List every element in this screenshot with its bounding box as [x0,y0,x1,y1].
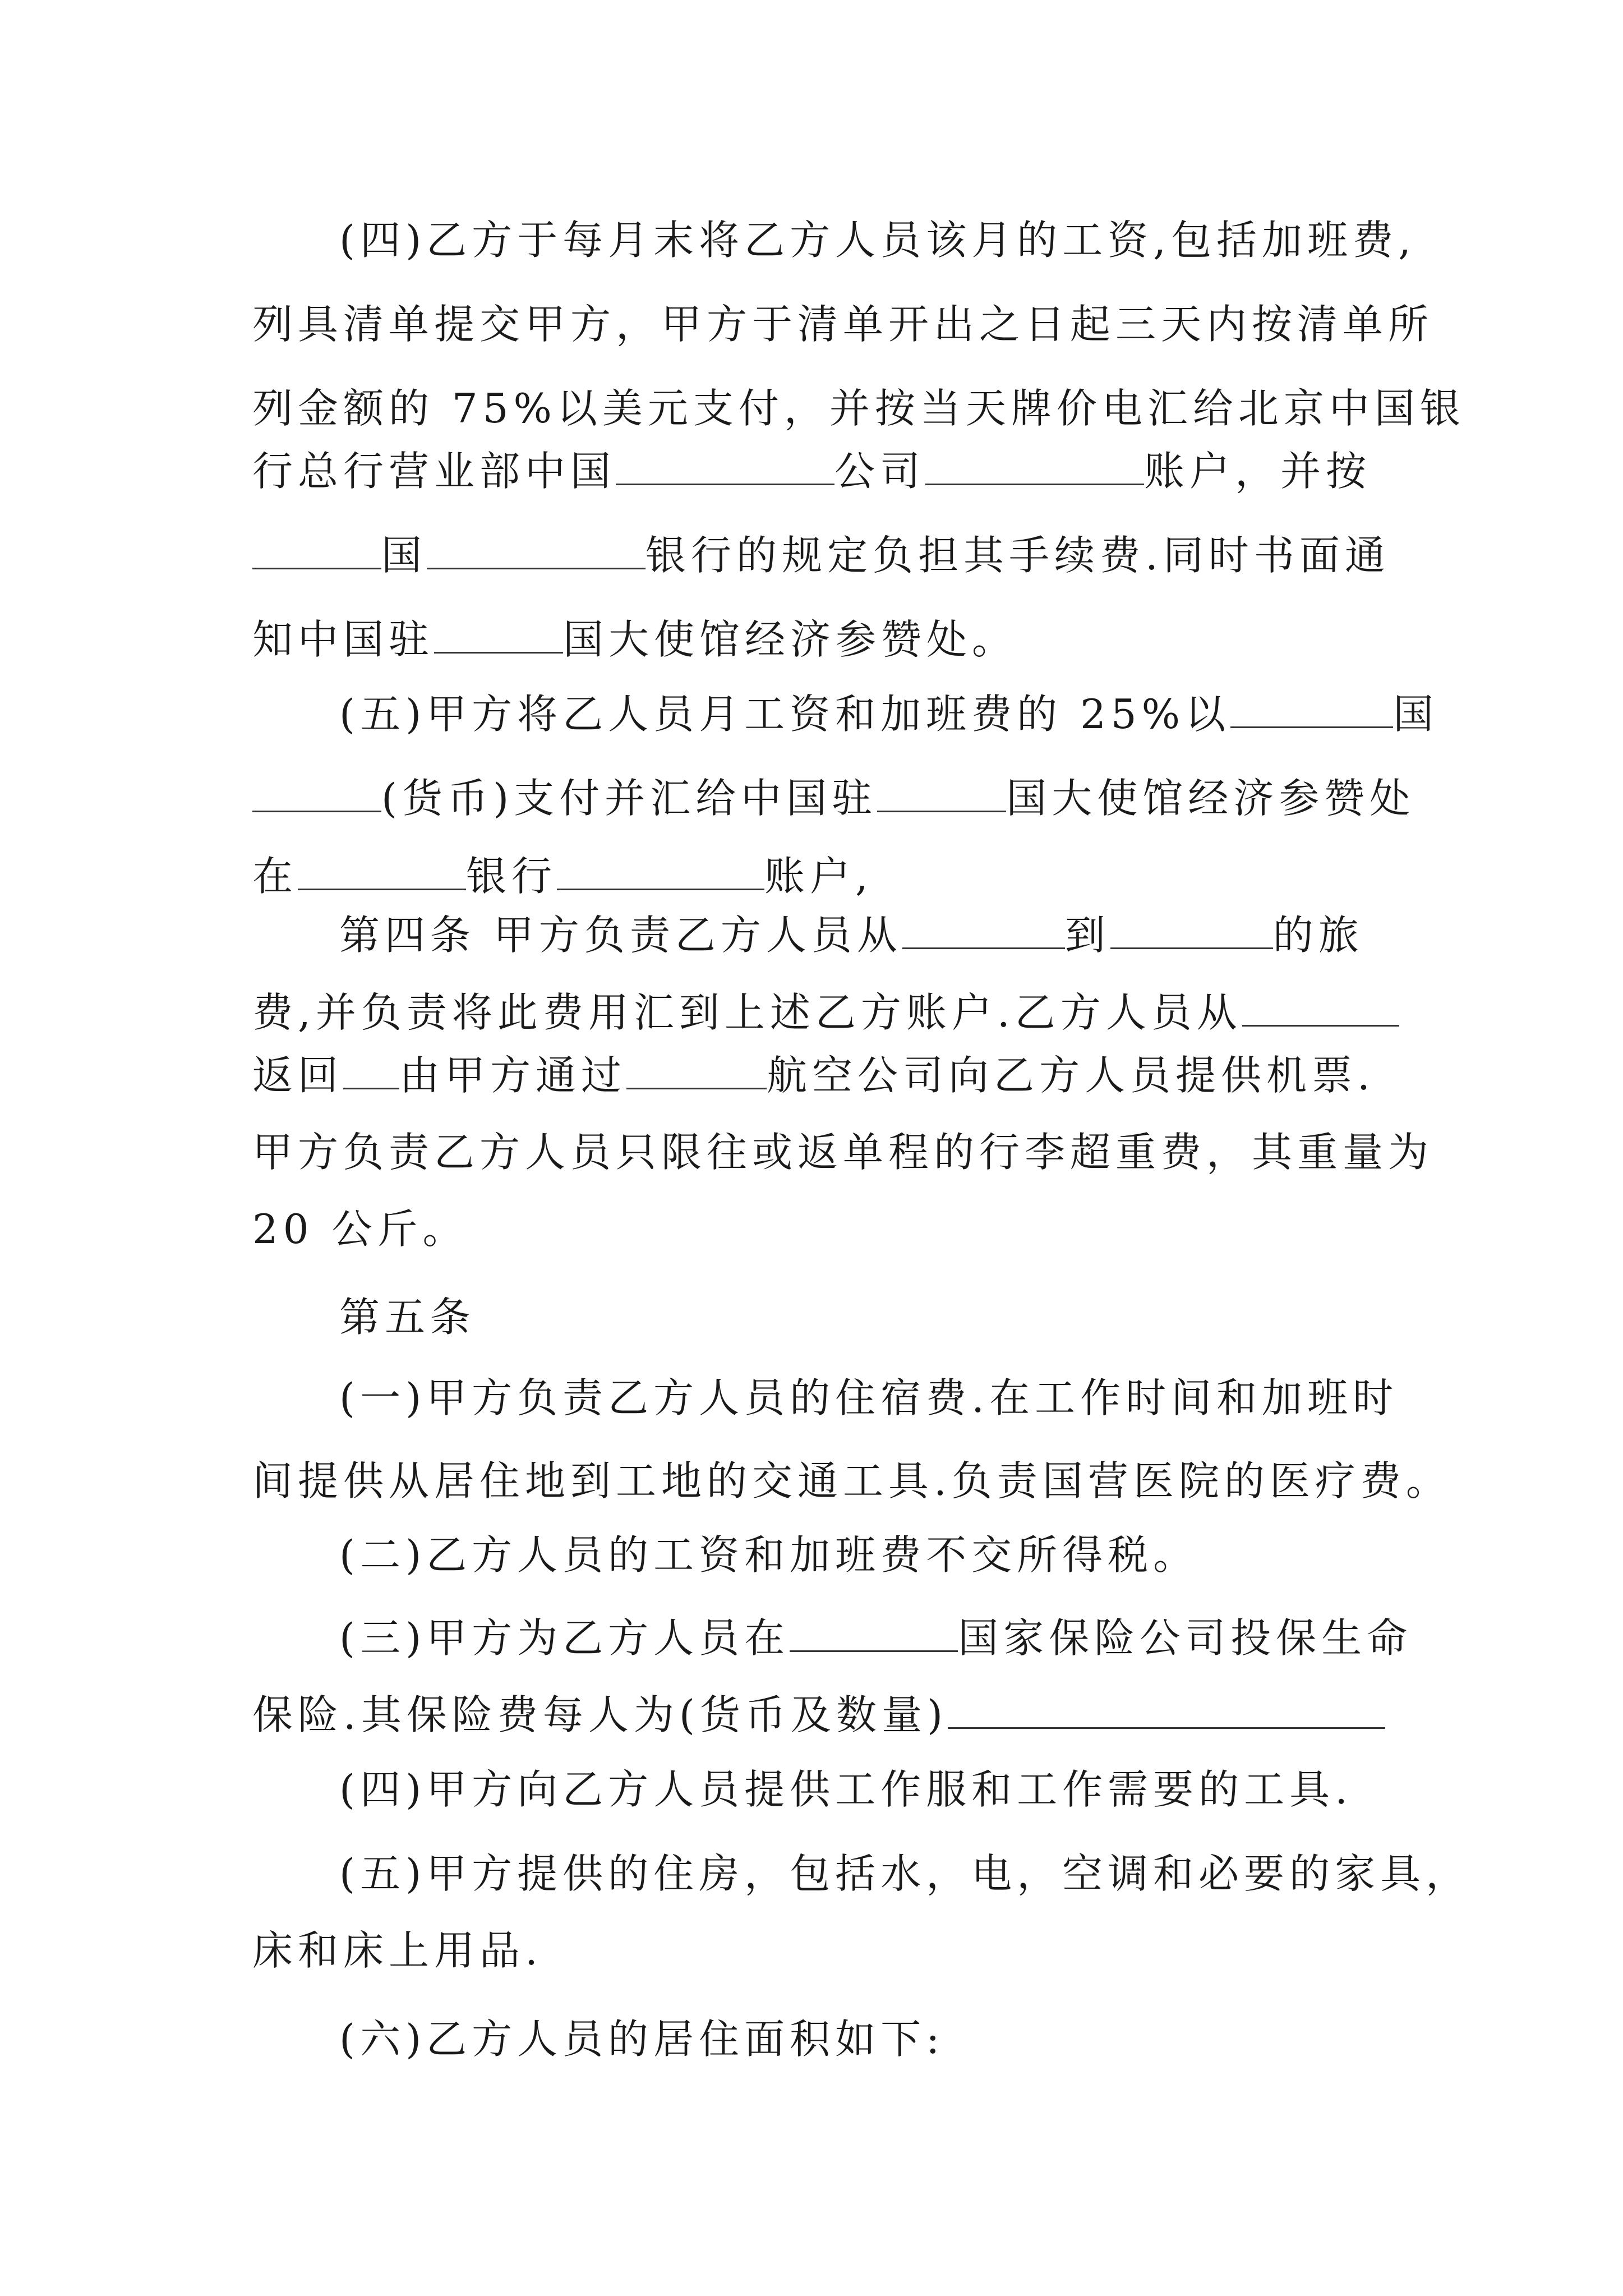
fill-blank [877,771,1006,812]
fill-blank [1230,687,1393,728]
text-line [252,770,1415,826]
section-title: 第五条 [339,1294,476,1341]
text-line [339,686,1438,742]
text-line: 列具清单提交甲方，甲方于清单开出之日起三天内按清单所 [252,301,1434,348]
text-line: (四)甲方向乙方人员提供工作服和工作需要的工具. [339,1766,1353,1813]
text-line: 甲方负责乙方人员只限往或返单程的行李超重费，其重量为 [252,1129,1434,1176]
text-line [252,611,1017,668]
fill-blank [1110,908,1273,949]
text-segment: (三)甲方为乙方人员在 [339,1614,790,1662]
text-segment: 银行的规定负担其手续费.同时书面通 [645,532,1390,579]
text-segment: 到 [1064,912,1110,959]
fill-blank [616,444,834,485]
text-segment: 账户，并按 [1144,448,1372,495]
fill-blank [427,528,645,569]
fill-blank [626,1048,767,1089]
text-segment: (货币)支付并汇给中国驻 [381,775,878,822]
text-line [252,1687,1385,1743]
fill-blank [298,849,466,890]
text-line [252,848,873,904]
text-segment: 国家保险公司投保生命 [958,1614,1413,1662]
text-segment: 国大使馆经济参赞处。 [563,616,1018,663]
fill-blank [252,771,381,812]
text-segment: 航空公司向乙方人员提供机票. [767,1052,1375,1099]
fill-blank [252,528,381,569]
text-segment: 的旅 [1272,912,1364,959]
text-segment: 行总行营业部中国 [252,448,616,495]
fill-blank [557,849,764,890]
text-line: 列金额的 75%以美元支付，并按当天牌价电汇给北京中国银 [252,385,1465,432]
text-segment: 知中国驻 [252,616,435,663]
text-line [252,1047,1375,1103]
fill-blank [948,1688,1385,1729]
text-segment: 账户, [764,853,873,900]
text-line: (五)甲方提供的住房，包括水，电，空调和必要的家具， [339,1850,1472,1897]
fill-blank [434,613,563,654]
text-line: (六)乙方人员的居住面积如下: [339,2016,945,2063]
text-segment: 国大使馆经济参赞处 [1006,775,1415,822]
text-line: 间提供从居住地到工地的交通工具.负责国营医院的医疗费。 [252,1457,1451,1504]
text-segment: (五)甲方将乙人员月工资和加班费的 25%以 [339,691,1231,738]
text-line: (一)甲方负责乙方人员的住宿费.在工作时间和加班时 [339,1374,1399,1421]
text-line: (二)乙方人员的工资和加班费不交所得税。 [339,1531,1199,1579]
text-segment: 返回 [252,1052,344,1099]
text-line [252,527,1390,583]
text-segment: 第四条 甲方负责乙方人员从 [339,912,902,959]
fill-blank [790,1611,958,1652]
text-line: 20 公斤。 [252,1205,468,1253]
text-line [339,907,1364,963]
text-line [252,984,1399,1041]
fill-blank [925,444,1144,485]
text-segment: 国 [381,532,427,579]
text-line [339,1610,1412,1666]
text-segment: 银行 [466,853,557,900]
text-segment: 由甲方通过 [399,1052,627,1099]
fill-blank [343,1048,399,1089]
fill-blank [902,908,1065,949]
text-line: (四)乙方于每月末将乙方人员该月的工资,包括加班费, [339,217,1416,264]
text-segment: 公司 [834,448,926,495]
text-segment: 保险.其保险费每人为(货币及数量) [252,1691,948,1738]
text-segment: 国 [1393,691,1439,738]
text-line: 床和床上用品. [252,1927,543,1974]
text-segment: 费,并负责将此费用汇到上述乙方账户.乙方人员从 [252,989,1242,1036]
fill-blank [1242,986,1399,1027]
text-line [252,443,1371,499]
text-segment: 在 [252,853,298,900]
